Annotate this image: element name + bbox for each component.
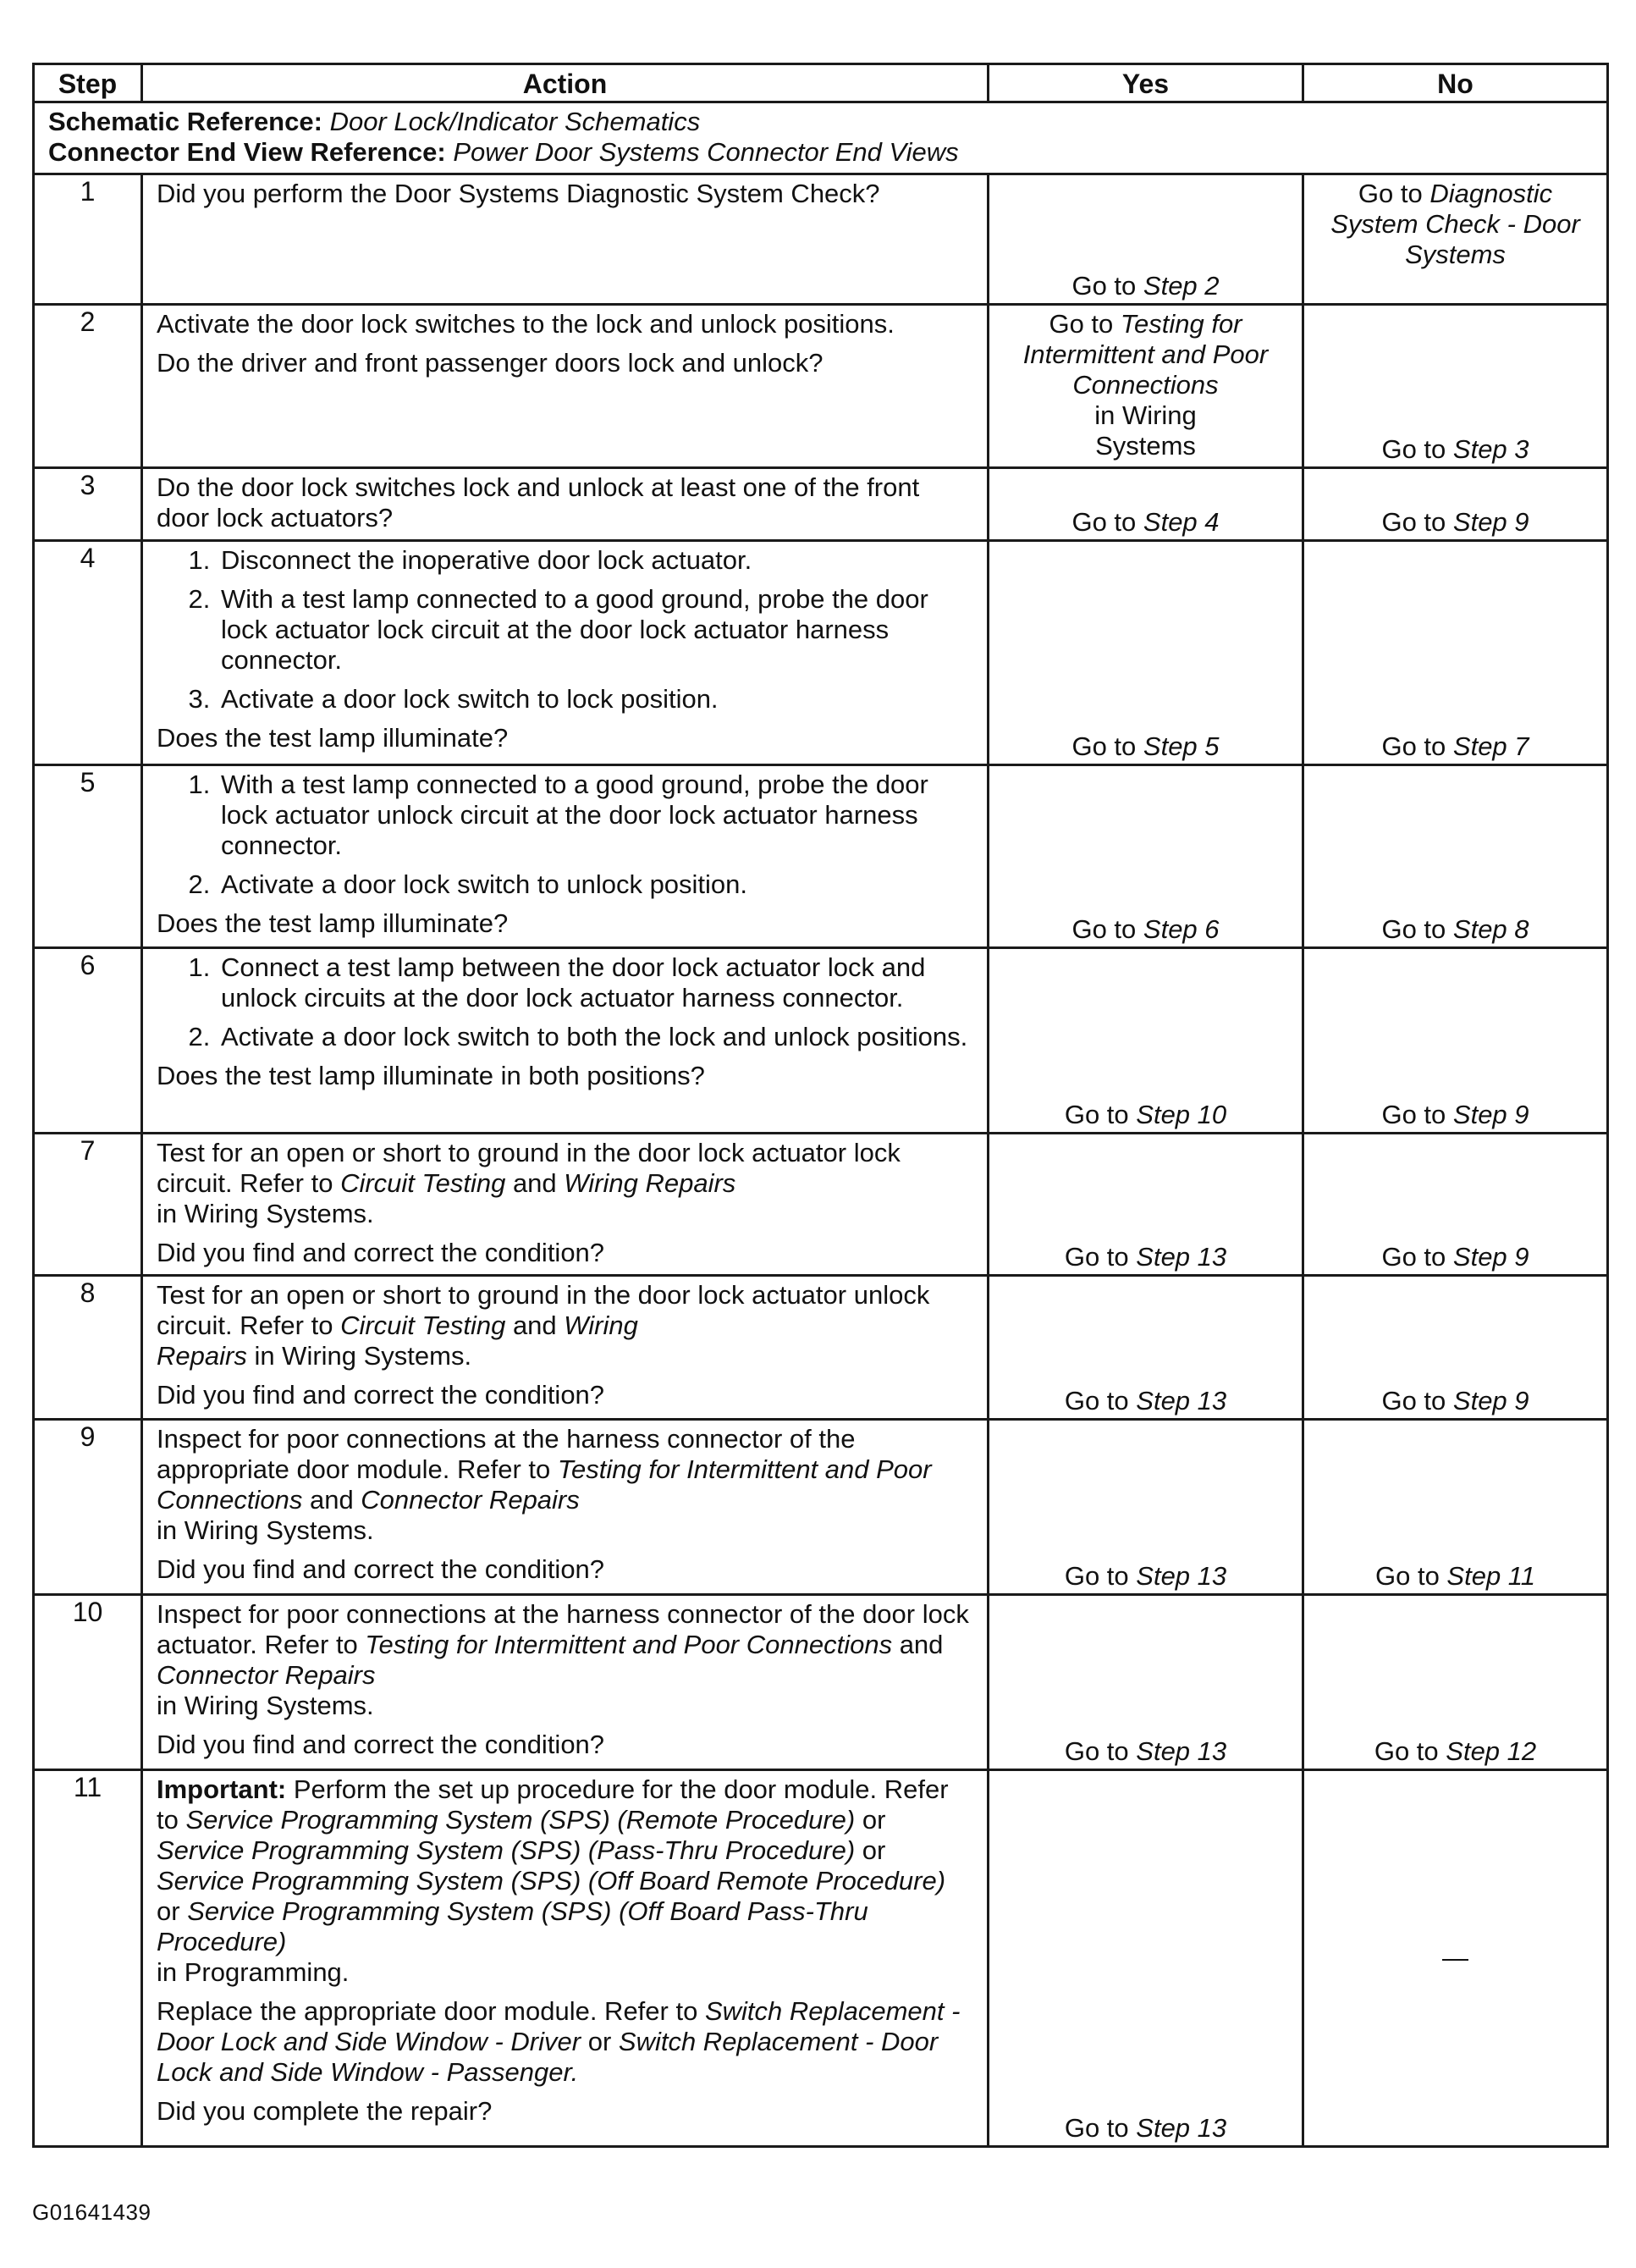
table-row bbox=[34, 174, 1608, 305]
action-text: Did you complete the repair? bbox=[157, 2096, 493, 2126]
substep-item: 1. Connect a test lamp between the door lock actuator lock and unlock circuits at the door lock actuator harness connector. bbox=[218, 952, 975, 1013]
action-cell bbox=[142, 1276, 989, 1420]
action-cell bbox=[142, 1134, 989, 1276]
step-number: 9 bbox=[34, 1420, 142, 1595]
step-number: 10 bbox=[34, 1595, 142, 1770]
no-answer: Go to Step 8 bbox=[1381, 914, 1529, 944]
header-no: No bbox=[1303, 64, 1608, 102]
yes-answer: Go to Step 13 bbox=[1064, 1242, 1227, 1272]
yes-cell bbox=[989, 468, 1303, 541]
connector-reference-value: Power Door Systems Connector End Views bbox=[453, 137, 959, 167]
action-cell bbox=[142, 1420, 989, 1595]
action-text: Replace the appropriate door module. Refer to Switch Replacement - Door Lock and Side Window - Driver or Switch Replacement - Door Lock and Side Window - Passenger. bbox=[157, 1996, 961, 2087]
connector-reference-label: Connector End View Reference: bbox=[48, 137, 446, 167]
action-text: Did you find and correct the condition? bbox=[157, 1380, 605, 1410]
schematic-reference bbox=[48, 107, 1593, 137]
yes-cell bbox=[989, 1770, 1303, 2147]
action-cell bbox=[142, 541, 989, 765]
action-text: Activate the door lock switches to the lock and unlock positions. bbox=[157, 309, 895, 339]
table-row bbox=[34, 1770, 1608, 2147]
action-cell bbox=[142, 1770, 989, 2147]
yes-cell bbox=[989, 765, 1303, 948]
no-cell bbox=[1303, 1420, 1608, 1595]
substep-item: 2. With a test lamp connected to a good ground, probe the door lock actuator lock circuit at the door lock actuator harness connector. bbox=[218, 584, 975, 676]
no-answer: Go to Step 9 bbox=[1381, 1242, 1529, 1272]
substep-item: 3. Activate a door lock switch to lock position. bbox=[218, 684, 975, 715]
no-cell bbox=[1303, 1595, 1608, 1770]
yes-answer: Go to Testing for Intermittent and Poor Connections in Wiring Systems bbox=[1022, 309, 1269, 461]
substep-item: 2. Activate a door lock switch to both the lock and unlock positions. bbox=[218, 1022, 975, 1052]
yes-answer: Go to Step 13 bbox=[1064, 2113, 1227, 2143]
substep-item: 2. Activate a door lock switch to unlock position. bbox=[218, 869, 975, 900]
table-row bbox=[34, 1420, 1608, 1595]
yes-cell bbox=[989, 305, 1303, 468]
no-answer: Go to Step 9 bbox=[1381, 507, 1529, 537]
no-cell bbox=[1303, 765, 1608, 948]
table-row bbox=[34, 1595, 1608, 1770]
no-cell bbox=[1303, 1276, 1608, 1420]
action-cell bbox=[142, 948, 989, 1134]
substep-list bbox=[157, 770, 975, 900]
action-text: Does the test lamp illuminate? bbox=[157, 723, 509, 753]
yes-answer: Go to Step 2 bbox=[1071, 271, 1220, 301]
action-text: Do the driver and front passenger doors lock and unlock? bbox=[157, 348, 824, 378]
no-answer: Go to Step 7 bbox=[1381, 731, 1529, 761]
yes-answer: Go to Step 5 bbox=[1071, 731, 1220, 761]
no-cell bbox=[1303, 541, 1608, 765]
header-row bbox=[34, 64, 1608, 102]
yes-answer: Go to Step 6 bbox=[1071, 914, 1220, 944]
yes-answer: Go to Step 13 bbox=[1064, 1561, 1227, 1591]
yes-cell bbox=[989, 1595, 1303, 1770]
step-number: 8 bbox=[34, 1276, 142, 1420]
table-row bbox=[34, 468, 1608, 541]
no-answer: Go to Diagnostic System Check - Door Systems bbox=[1330, 179, 1580, 269]
action-text: Did you perform the Door Systems Diagnostic System Check? bbox=[157, 179, 880, 208]
step-number: 4 bbox=[34, 541, 142, 765]
no-cell bbox=[1303, 305, 1608, 468]
no-answer: Go to Step 11 bbox=[1374, 1561, 1535, 1591]
table-row bbox=[34, 1134, 1608, 1276]
yes-answer: Go to Step 4 bbox=[1071, 507, 1220, 537]
action-cell bbox=[142, 305, 989, 468]
action-text: Did you find and correct the condition? bbox=[157, 1238, 605, 1267]
action-text: Inspect for poor connections at the harness connector of the appropriate door module. Refer to Testing for Intermittent and Poor Connections and Connector Repairs in Wiring Systems. bbox=[157, 1424, 932, 1545]
yes-cell bbox=[989, 1134, 1303, 1276]
substep-item: 1. With a test lamp connected to a good ground, probe the door lock actuator unlock circuit at the door lock actuator harness connector. bbox=[218, 770, 975, 861]
connector-reference bbox=[48, 137, 1593, 168]
table-row bbox=[34, 305, 1608, 468]
no-cell bbox=[1303, 948, 1608, 1134]
substep-list bbox=[157, 952, 975, 1052]
action-text: Important: Perform the set up procedure for the door module. Refer to Service Programming System (SPS) (Remote Procedure) or Service Programming System (SPS) (Pass-Thru Procedure) or Service Programming System (SPS) (Off Board Remote Procedure) or Service Programming System (SPS) (Off Board Pass-Thru Procedure) in Programming. bbox=[157, 1774, 949, 1987]
table-row bbox=[34, 541, 1608, 765]
substep-list bbox=[157, 545, 975, 715]
table-row bbox=[34, 948, 1608, 1134]
reference-cell bbox=[34, 102, 1608, 174]
yes-cell bbox=[989, 1420, 1303, 1595]
schematic-reference-value: Door Lock/Indicator Schematics bbox=[329, 107, 701, 136]
yes-answer: Go to Step 13 bbox=[1064, 1736, 1227, 1766]
action-text: Test for an open or short to ground in the door lock actuator unlock circuit. Refer to Circuit Testing and Wiring Repairs in Wiring Systems. bbox=[157, 1280, 930, 1371]
step-number: 7 bbox=[34, 1134, 142, 1276]
step-number: 6 bbox=[34, 948, 142, 1134]
no-answer: Go to Step 12 bbox=[1374, 1736, 1537, 1766]
no-answer: Go to Step 3 bbox=[1381, 434, 1529, 464]
yes-answer: Go to Step 10 bbox=[1064, 1100, 1227, 1129]
no-answer: — bbox=[1442, 1943, 1468, 1973]
header-step: Step bbox=[34, 64, 142, 102]
table-row bbox=[34, 765, 1608, 948]
yes-answer: Go to Step 13 bbox=[1064, 1386, 1227, 1415]
reference-row bbox=[34, 102, 1608, 174]
step-number: 3 bbox=[34, 468, 142, 541]
header-action: Action bbox=[142, 64, 989, 102]
action-text: Does the test lamp illuminate in both positions? bbox=[157, 1061, 705, 1090]
action-cell bbox=[142, 468, 989, 541]
step-number: 11 bbox=[34, 1770, 142, 2147]
no-cell bbox=[1303, 1134, 1608, 1276]
action-text: Inspect for poor connections at the harness connector of the door lock actuator. Refer to Testing for Intermittent and Poor Connections and Connector Repairs in Wiring Systems. bbox=[157, 1599, 969, 1720]
action-cell bbox=[142, 174, 989, 305]
yes-cell bbox=[989, 948, 1303, 1134]
substep-item: 1. Disconnect the inoperative door lock actuator. bbox=[218, 545, 975, 576]
action-text: Did you find and correct the condition? bbox=[157, 1730, 605, 1759]
yes-cell bbox=[989, 174, 1303, 305]
action-text: Does the test lamp illuminate? bbox=[157, 908, 509, 938]
step-number: 2 bbox=[34, 305, 142, 468]
action-text: Did you find and correct the condition? bbox=[157, 1554, 605, 1584]
yes-cell bbox=[989, 541, 1303, 765]
action-cell bbox=[142, 1595, 989, 1770]
no-cell bbox=[1303, 468, 1608, 541]
no-answer: Go to Step 9 bbox=[1381, 1386, 1529, 1415]
diagnostic-table bbox=[32, 63, 1609, 2148]
step-number: 1 bbox=[34, 174, 142, 305]
action-cell bbox=[142, 765, 989, 948]
action-text: Do the door lock switches lock and unlock at least one of the front door lock actuators? bbox=[157, 472, 920, 533]
figure-id: G01641439 bbox=[32, 2199, 151, 2225]
header-yes: Yes bbox=[989, 64, 1303, 102]
yes-cell bbox=[989, 1276, 1303, 1420]
schematic-reference-label: Schematic Reference: bbox=[48, 107, 322, 136]
table-row bbox=[34, 1276, 1608, 1420]
no-cell bbox=[1303, 1770, 1608, 2147]
no-answer: Go to Step 9 bbox=[1381, 1100, 1529, 1129]
action-text: Test for an open or short to ground in the door lock actuator lock circuit. Refer to Circuit Testing and Wiring Repairs in Wiring Systems. bbox=[157, 1138, 901, 1228]
no-cell bbox=[1303, 174, 1608, 305]
step-number: 5 bbox=[34, 765, 142, 948]
